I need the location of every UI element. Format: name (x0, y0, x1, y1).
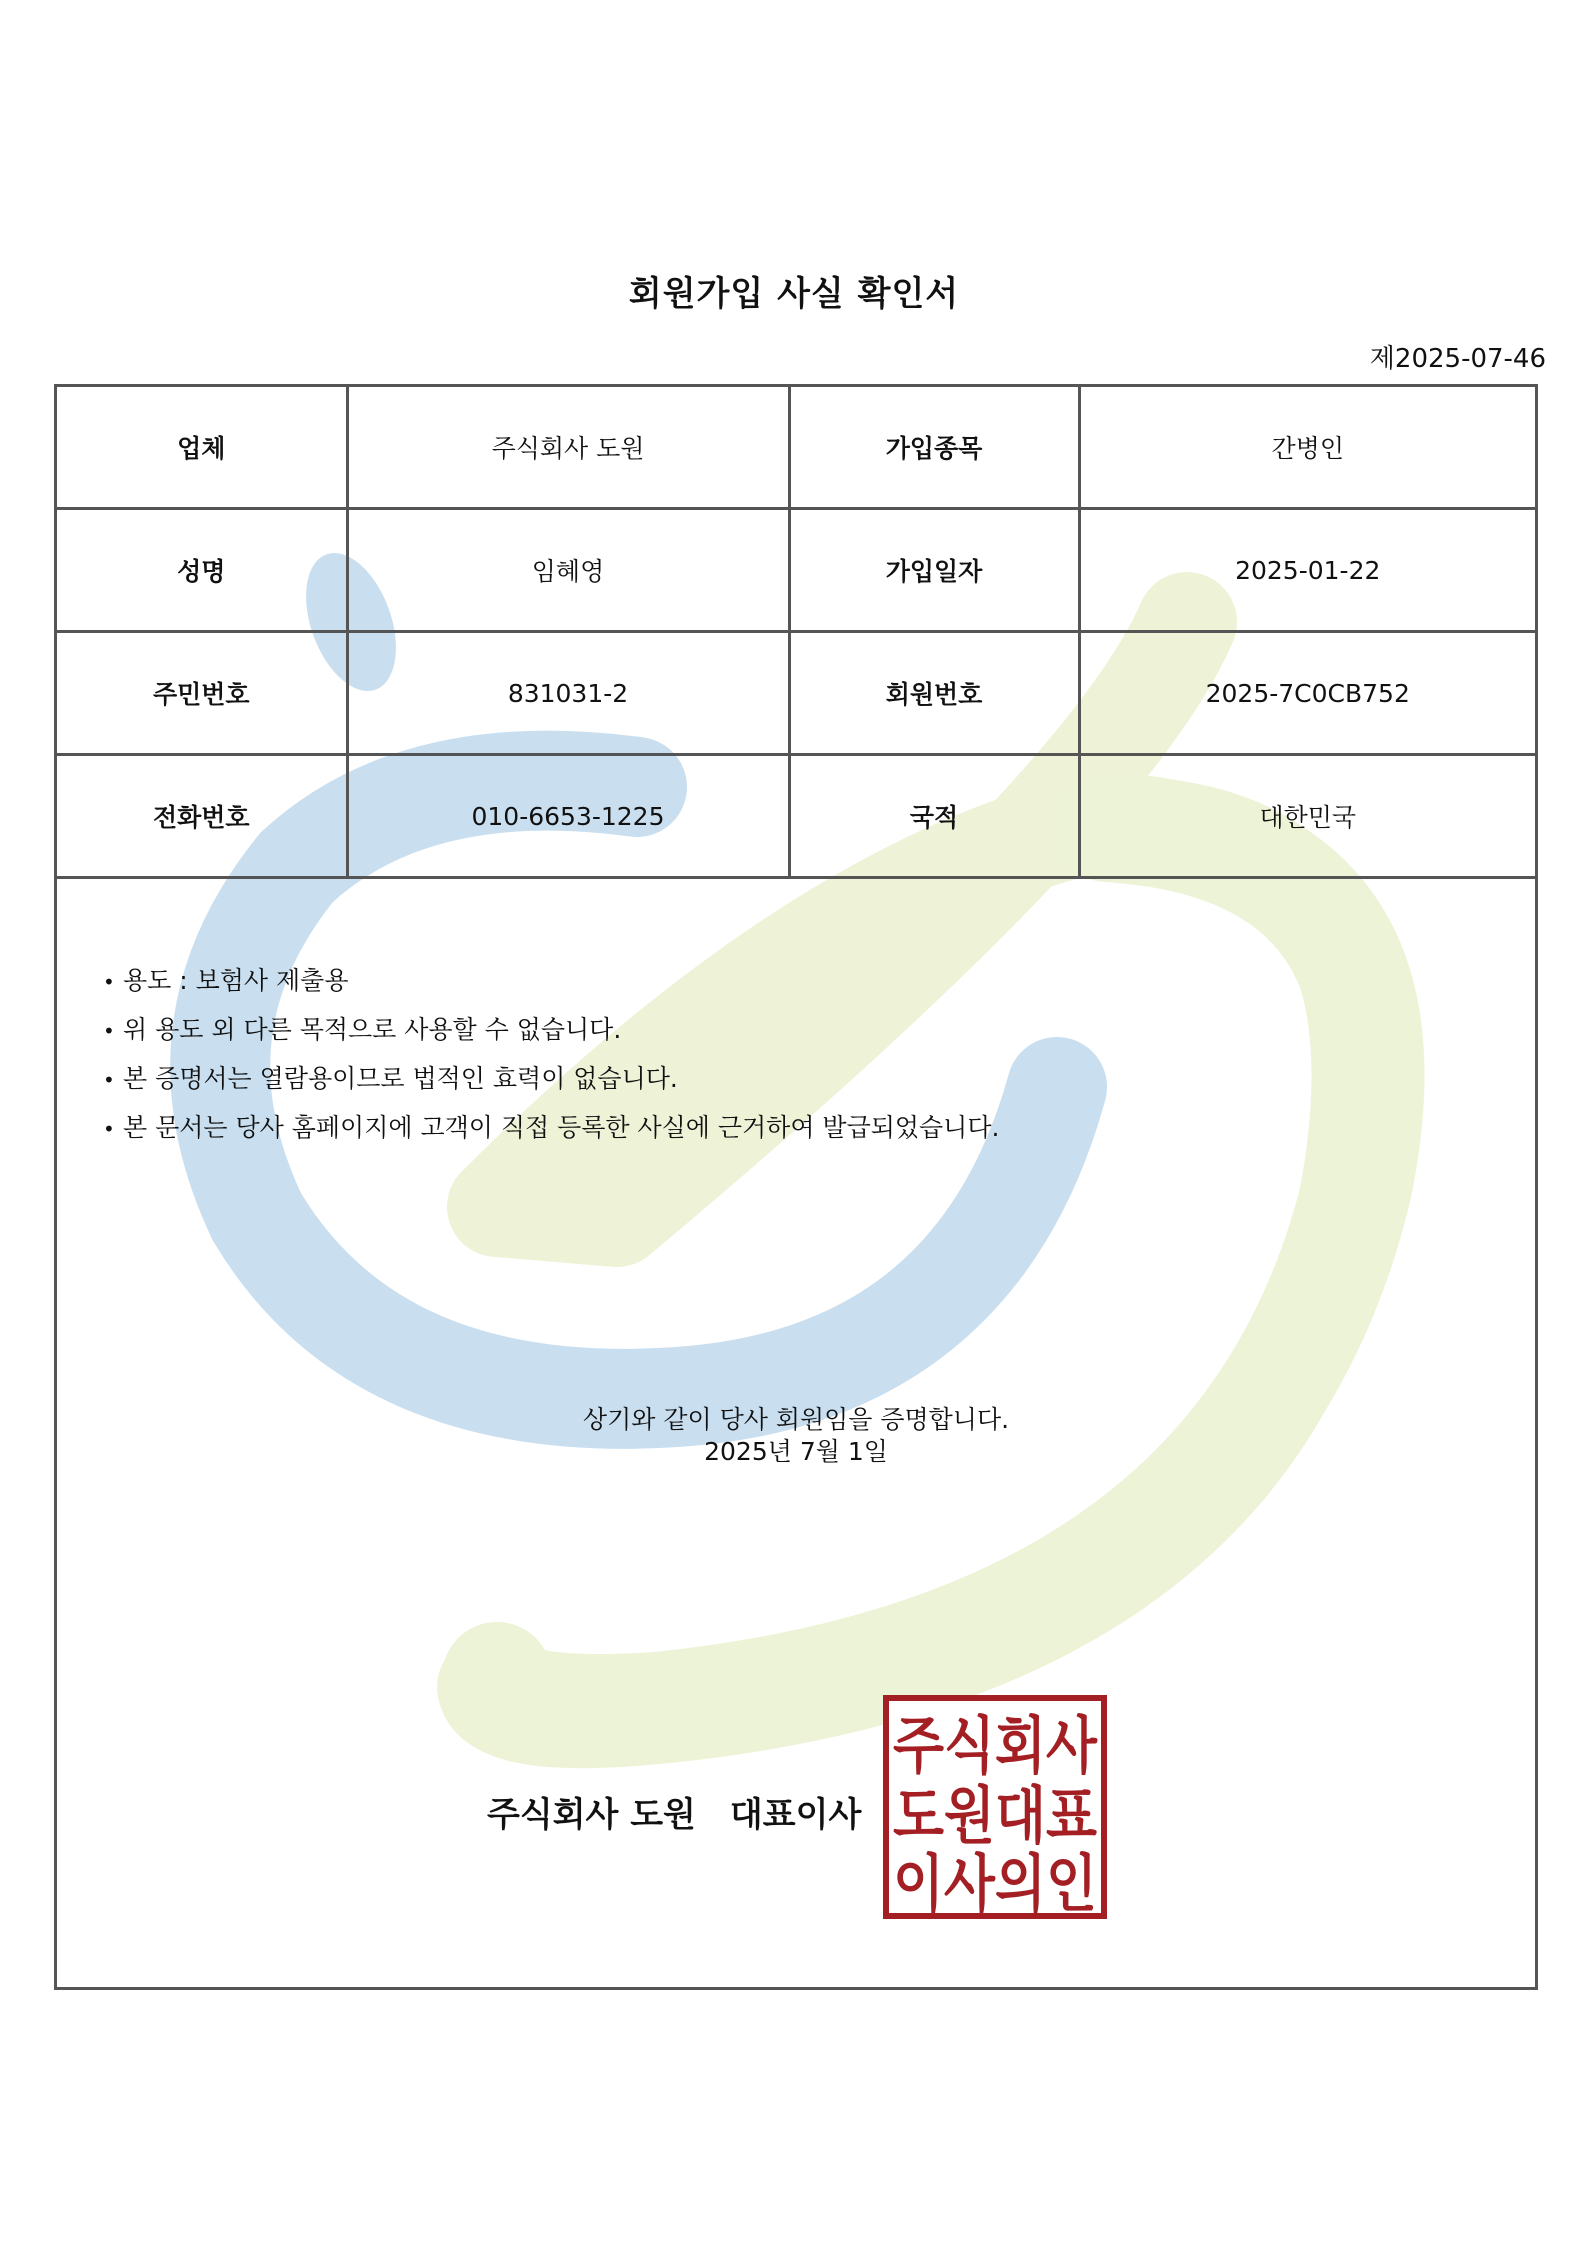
nationality-label: 국적 (789, 755, 1079, 878)
company-value: 주식회사 도원 (347, 387, 789, 509)
name-label: 성명 (57, 509, 347, 632)
signature-line (487, 1787, 861, 1836)
signature-title: 대표이사 (729, 1795, 862, 1835)
name-value: 임혜영 (347, 509, 789, 632)
seal-row: 도원대표 (893, 1779, 1098, 1852)
note-item: • 용도 : 보험사 제출용 (103, 957, 999, 1006)
phone-value: 010-6653-1225 (347, 755, 789, 878)
document-number: 제2025-07-46 (1369, 344, 1546, 374)
join-date-value: 2025-01-22 (1079, 509, 1535, 632)
certification-date: 2025년 7월 1일 (704, 1437, 888, 1466)
seal-row: 주식회사 (893, 1709, 1098, 1782)
table-row (57, 509, 1535, 632)
member-number-value: 2025-7C0CB752 (1079, 632, 1535, 755)
phone-label: 전화번호 (57, 755, 347, 878)
signature-company: 주식회사 도원 (487, 1795, 696, 1835)
seal-row: 이사의인 (893, 1847, 1097, 1920)
company-seal-icon (883, 1695, 1107, 1919)
membership-type-label: 가입종목 (789, 387, 1079, 509)
member-number-label: 회원번호 (789, 632, 1079, 755)
nationality-value: 대한민국 (1079, 755, 1535, 878)
document-title: 회원가입 사실 확인서 (628, 274, 960, 314)
notes-list (103, 957, 999, 1153)
note-item: • 위 용도 외 다른 목적으로 사용할 수 없습니다. (103, 1006, 999, 1055)
note-item: • 본 증명서는 열람용이므로 법적인 효력이 없습니다. (103, 1055, 999, 1104)
company-label: 업체 (57, 387, 347, 509)
certificate-frame (54, 384, 1538, 1990)
table-row (57, 632, 1535, 755)
table-row (57, 387, 1535, 509)
member-info-table (57, 387, 1535, 879)
join-date-label: 가입일자 (789, 509, 1079, 632)
membership-type-value: 간병인 (1079, 387, 1535, 509)
resident-number-value: 831031-2 (347, 632, 789, 755)
note-item: • 본 문서는 당사 홈페이지에 고객이 직접 등록한 사실에 근거하여 발급되었습니다. (103, 1104, 999, 1153)
table-row (57, 755, 1535, 878)
certification-statement: 상기와 같이 당사 회원임을 증명합니다. (582, 1405, 1010, 1434)
resident-number-label: 주민번호 (57, 632, 347, 755)
